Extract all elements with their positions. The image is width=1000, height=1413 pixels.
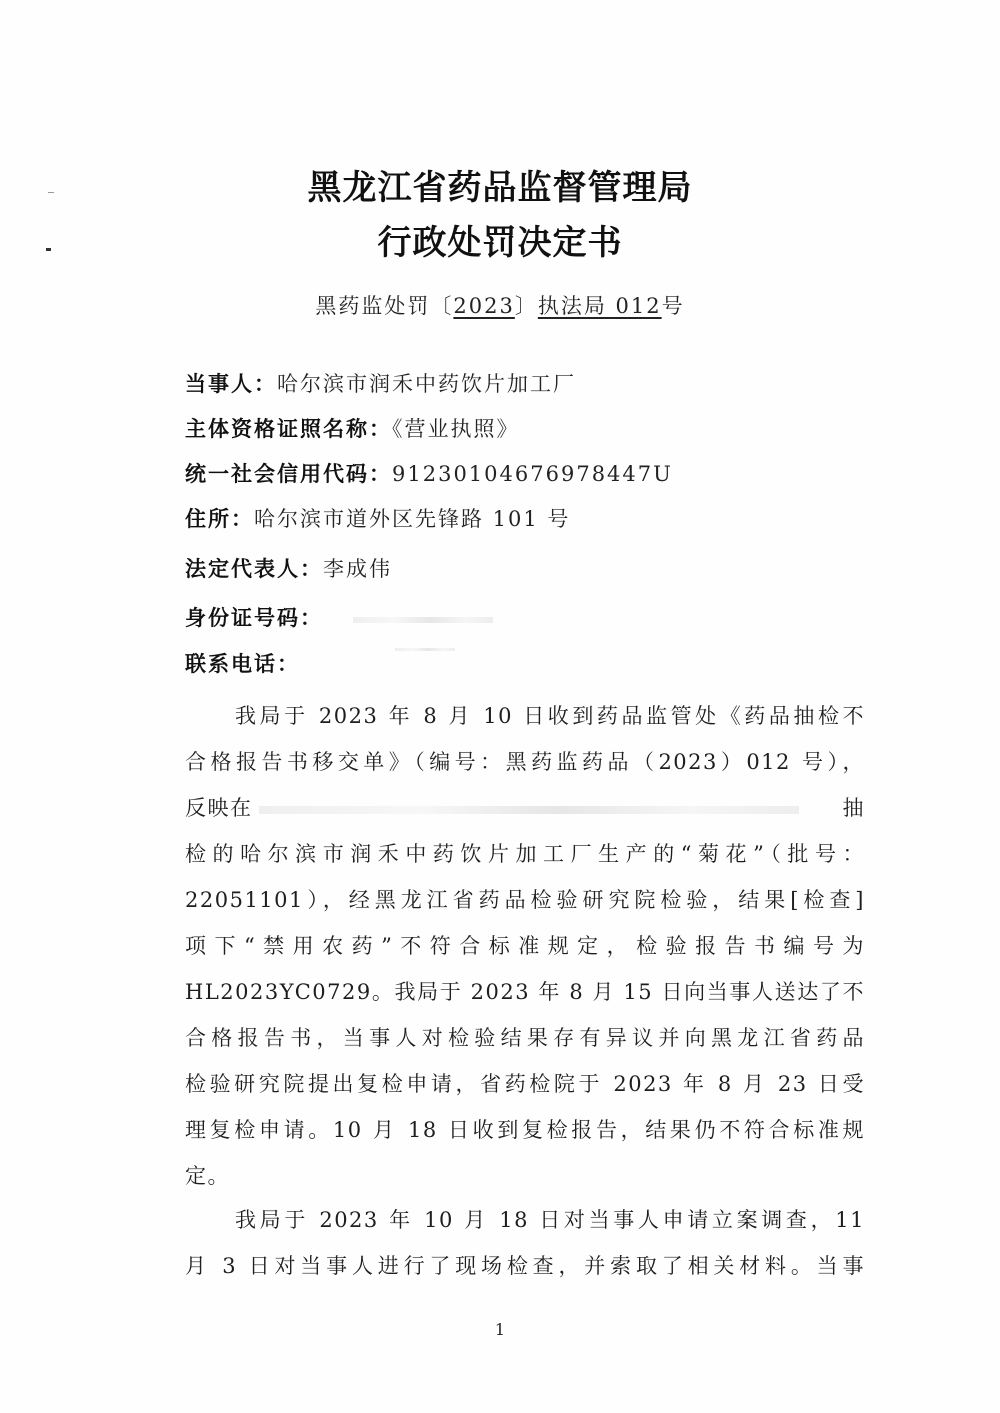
field-label: 主体资格证照名称：	[185, 417, 392, 441]
paragraph-line: 检的哈尔滨市润禾中药饮片加工厂生产的“菊花”（批号：	[185, 842, 865, 866]
field-label: 住所：	[185, 507, 254, 531]
field-value: 哈尔滨市润禾中药饮片加工厂	[277, 372, 576, 396]
redacted-id-number	[353, 617, 493, 623]
field-party	[185, 368, 576, 398]
document-title-agency: 黑龙江省药品监督管理局	[307, 168, 693, 208]
paragraph-line: 定。	[185, 1164, 230, 1188]
document-number-bracket: 〕	[514, 294, 538, 318]
field-label: 当事人：	[185, 372, 277, 396]
document-number-year: 2023	[453, 294, 515, 318]
document-number-prefix: 黑药监处罚〔	[315, 294, 454, 318]
field-credit-code	[185, 458, 673, 488]
paragraph-line: 月 3 日对当事人进行了现场检查，并索取了相关材料。当事	[185, 1254, 865, 1278]
paragraph-case-background	[185, 693, 865, 1199]
document-number	[0, 290, 1000, 320]
field-value: 哈尔滨市道外区先锋路 101 号	[254, 507, 571, 531]
document-title-type: 行政处罚决定书	[377, 223, 623, 263]
paragraph-line: HL2023YC0729。我局于 2023 年 8 月 15 日向当事人送达了不	[185, 980, 865, 1004]
field-license-name	[185, 413, 520, 443]
field-value: 《营业执照》	[392, 417, 520, 441]
redacted-location	[259, 806, 799, 814]
paragraph-line: 项下“禁用农药”不符合标准规定，检验报告书编号为	[185, 934, 865, 958]
paragraph-line: 理复检申请。10 月 18 日收到复检报告，结果仍不符合标准规	[185, 1118, 865, 1142]
paragraph-line: 检验研究院提出复检申请，省药检院于 2023 年 8 月 23 日受	[185, 1072, 865, 1096]
paragraph-line-redacted	[185, 785, 865, 831]
paragraph-line-end: 抽	[842, 796, 865, 820]
field-id-number	[185, 602, 493, 632]
paragraph-line: 我局于 2023 年 8 月 10 日收到药品监管处《药品抽检不	[235, 704, 865, 728]
field-address	[185, 503, 570, 533]
paragraph-line: 我局于 2023 年 10 月 18 日对当事人申请立案调查，11	[235, 1208, 865, 1232]
paragraph-investigation	[185, 1197, 865, 1289]
field-legal-representative	[185, 553, 392, 583]
paragraph-line-start: 反映在	[185, 796, 253, 820]
paragraph-line: 合格报告书，当事人对检验结果存有异议并向黑龙江省药品	[185, 1026, 865, 1050]
field-value: 李成伟	[323, 557, 392, 581]
document-number-suffix: 号	[661, 294, 685, 318]
field-label: 统一社会信用代码：	[185, 462, 392, 486]
redacted-phone	[395, 648, 455, 651]
field-label: 法定代表人：	[185, 557, 323, 581]
field-value: 91230104676978447U	[392, 462, 673, 486]
paragraph-line: 合格报告书移交单》（编号：黑药监药品（2023）012 号），	[185, 750, 865, 774]
page-number: 1	[494, 1320, 506, 1339]
paragraph-line: 22051101），经黑龙江省药品检验研究院检验，结果[检查]	[185, 888, 865, 912]
field-label: 联系电话：	[185, 652, 300, 676]
field-label: 身份证号码：	[185, 606, 323, 630]
document-number-office: 执法局 012	[537, 294, 662, 318]
field-phone	[185, 648, 455, 678]
